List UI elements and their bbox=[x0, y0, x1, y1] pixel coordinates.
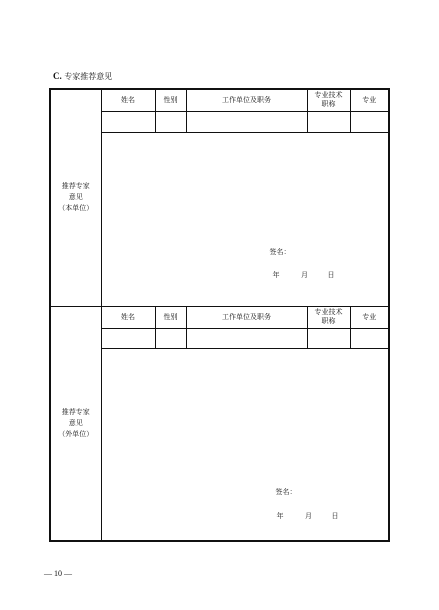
entry-workplace-field-2[interactable] bbox=[186, 328, 307, 348]
block-1-label bbox=[50, 89, 101, 306]
entry-row-2 bbox=[50, 328, 389, 348]
col-workplace-header-1: 工作单位及职务 bbox=[186, 89, 307, 111]
col-title-header-2 bbox=[307, 306, 350, 328]
signature-2 bbox=[276, 488, 297, 497]
date-year-2: 年 bbox=[276, 511, 284, 520]
col-major-header-2: 专业 bbox=[350, 306, 389, 328]
date-line-1 bbox=[273, 271, 335, 280]
entry-workplace-field-1[interactable] bbox=[186, 111, 307, 132]
col-title-header-1 bbox=[307, 89, 350, 111]
entry-row-1 bbox=[50, 111, 389, 132]
col-title-header-1-line1: 专业技术 bbox=[314, 91, 343, 100]
opinion-row-2 bbox=[50, 348, 389, 541]
page-number: — 10 — bbox=[44, 569, 72, 578]
entry-name-field-1[interactable] bbox=[101, 111, 155, 132]
entry-title-field-1[interactable] bbox=[307, 111, 350, 132]
section-title bbox=[53, 71, 112, 82]
signature-label-1: 签名： bbox=[269, 247, 291, 256]
entry-name-field-2[interactable] bbox=[101, 328, 155, 348]
date-year-1: 年 bbox=[272, 270, 280, 279]
opinion-area-1[interactable] bbox=[101, 132, 389, 306]
block-2-label-line2: 意见 bbox=[68, 418, 83, 427]
section-letter: C. bbox=[53, 71, 62, 81]
col-major-header-1: 专业 bbox=[350, 89, 389, 111]
col-gender-header-2: 性别 bbox=[155, 306, 186, 328]
opinion-area-2[interactable] bbox=[101, 348, 389, 541]
col-title-header-2-line2: 职称 bbox=[321, 317, 336, 325]
block-2-label-line1: 推荐专家 bbox=[61, 407, 90, 416]
col-workplace-header-2: 工作单位及职务 bbox=[186, 306, 307, 328]
col-name-header-1: 姓名 bbox=[101, 89, 155, 111]
col-gender-header-1: 性别 bbox=[155, 89, 186, 111]
entry-gender-field-1[interactable] bbox=[155, 111, 186, 132]
expert-recommendation-table bbox=[49, 88, 390, 542]
block-1-label-line3: （本单位） bbox=[58, 204, 94, 213]
date-day-2: 日 bbox=[331, 511, 339, 520]
block-1-label-line2: 意见 bbox=[68, 193, 83, 202]
section-title-text: 专家推荐意见 bbox=[64, 72, 113, 81]
col-title-header-2-line1: 专业技术 bbox=[314, 308, 343, 316]
entry-major-field-1[interactable] bbox=[350, 111, 389, 132]
header-row-1 bbox=[50, 89, 389, 111]
entry-major-field-2[interactable] bbox=[350, 328, 389, 348]
date-line-2 bbox=[277, 512, 339, 521]
date-month-1: 月 bbox=[300, 270, 308, 279]
signature-label-2: 签名： bbox=[275, 487, 297, 496]
entry-gender-field-2[interactable] bbox=[155, 328, 186, 348]
signature-1 bbox=[270, 248, 291, 257]
col-title-header-1-line2: 职称 bbox=[321, 100, 336, 109]
header-row-2 bbox=[50, 306, 389, 328]
block-2-label bbox=[50, 306, 101, 541]
entry-title-field-2[interactable] bbox=[307, 328, 350, 348]
block-1-label-line1: 推荐专家 bbox=[61, 182, 90, 191]
block-2-label-line3: （外单位） bbox=[58, 429, 94, 438]
date-month-2: 月 bbox=[304, 511, 312, 520]
opinion-row-1 bbox=[50, 132, 389, 306]
col-name-header-2: 姓名 bbox=[101, 306, 155, 328]
date-day-1: 日 bbox=[327, 270, 335, 279]
